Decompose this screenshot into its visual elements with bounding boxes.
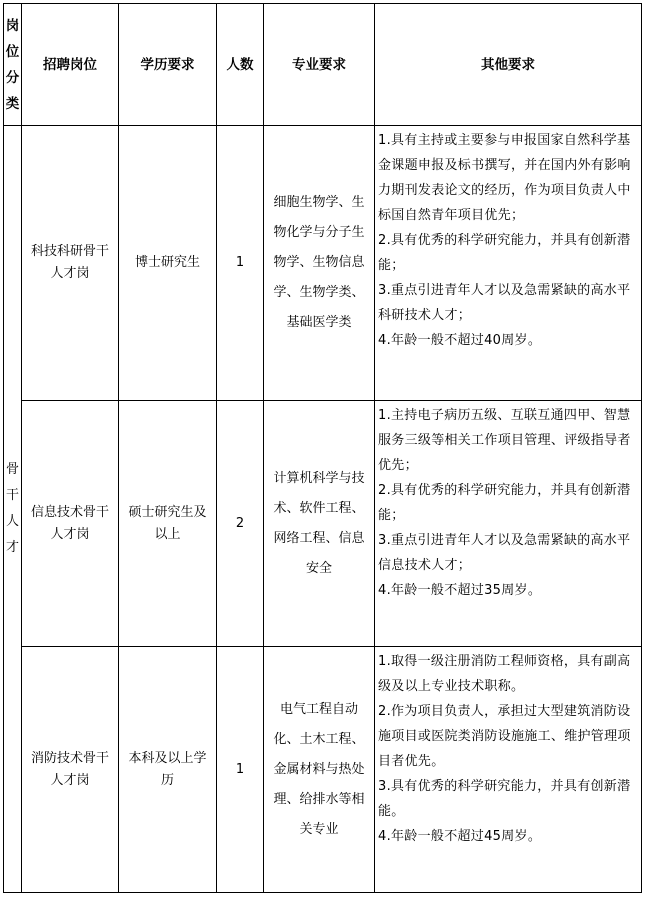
requirement-item: 1.取得一级注册消防工程师资格，具有副高级及以上专业技术职称。 [378, 654, 631, 694]
requirement-item: 2.作为项目负责人，承担过大型建筑消防设施项目或医院类消防设施施工、维护管理项目者优先。 [378, 704, 631, 769]
other-requirements-cell [375, 401, 642, 647]
other-requirements-cell [375, 647, 642, 893]
education-cell: 博士研究生 [119, 126, 217, 401]
major-cell: 细胞生物学、生物化学与分子生物学、生物信息学、生物学类、基础医学类 [264, 126, 375, 401]
position-cell: 消防技术骨干人才岗 [22, 647, 119, 893]
table-row [4, 647, 642, 893]
education-cell: 硕士研究生及以上 [119, 401, 217, 647]
header-position: 招聘岗位 [22, 4, 119, 126]
header-major: 专业要求 [264, 4, 375, 126]
header-category: 岗位分类 [4, 4, 22, 126]
other-requirements-cell [375, 126, 642, 401]
header-row [4, 4, 642, 126]
education-cell: 本科及以上学历 [119, 647, 217, 893]
major-cell: 计算机科学与技术、软件工程、网络工程、信息安全 [264, 401, 375, 647]
table-row [4, 126, 642, 401]
requirement-item: 4.年龄一般不超过35周岁。 [378, 583, 542, 598]
header-other: 其他要求 [375, 4, 642, 126]
requirement-item: 1.具有主持或主要参与申报国家自然科学基金课题申报及标书撰写，并在国内外有影响力期刊发表论文的经历，作为项目负责人中标国自然青年项目优先； [378, 133, 631, 223]
header-education: 学历要求 [119, 4, 217, 126]
requirement-item: 2.具有优秀的科学研究能力，并具有创新潜能； [378, 233, 631, 273]
requirement-item: 4.年龄一般不超过40周岁。 [378, 333, 542, 348]
position-cell: 信息技术骨干人才岗 [22, 401, 119, 647]
count-cell: 1 [217, 126, 264, 401]
requirement-item: 3.具有优秀的科学研究能力，并具有创新潜能。 [378, 779, 631, 819]
requirement-item: 2.具有优秀的科学研究能力，并具有创新潜能； [378, 483, 631, 523]
count-cell: 1 [217, 647, 264, 893]
requirement-item: 3.重点引进青年人才以及急需紧缺的高水平信息技术人才； [378, 533, 631, 573]
table-row [4, 401, 642, 647]
major-cell: 电气工程自动化、土木工程、金属材料与热处理、给排水等相关专业 [264, 647, 375, 893]
recruitment-table [3, 3, 642, 893]
category-cell: 骨干人才 [4, 126, 22, 893]
requirement-item: 1.主持电子病历五级、互联互通四甲、智慧服务三级等相关工作项目管理、评级指导者优先； [378, 408, 631, 473]
header-count: 人数 [217, 4, 264, 126]
position-cell: 科技科研骨干人才岗 [22, 126, 119, 401]
count-cell: 2 [217, 401, 264, 647]
requirement-item: 4.年龄一般不超过45周岁。 [378, 829, 542, 844]
requirement-item: 3.重点引进青年人才以及急需紧缺的高水平科研技术人才； [378, 283, 631, 323]
